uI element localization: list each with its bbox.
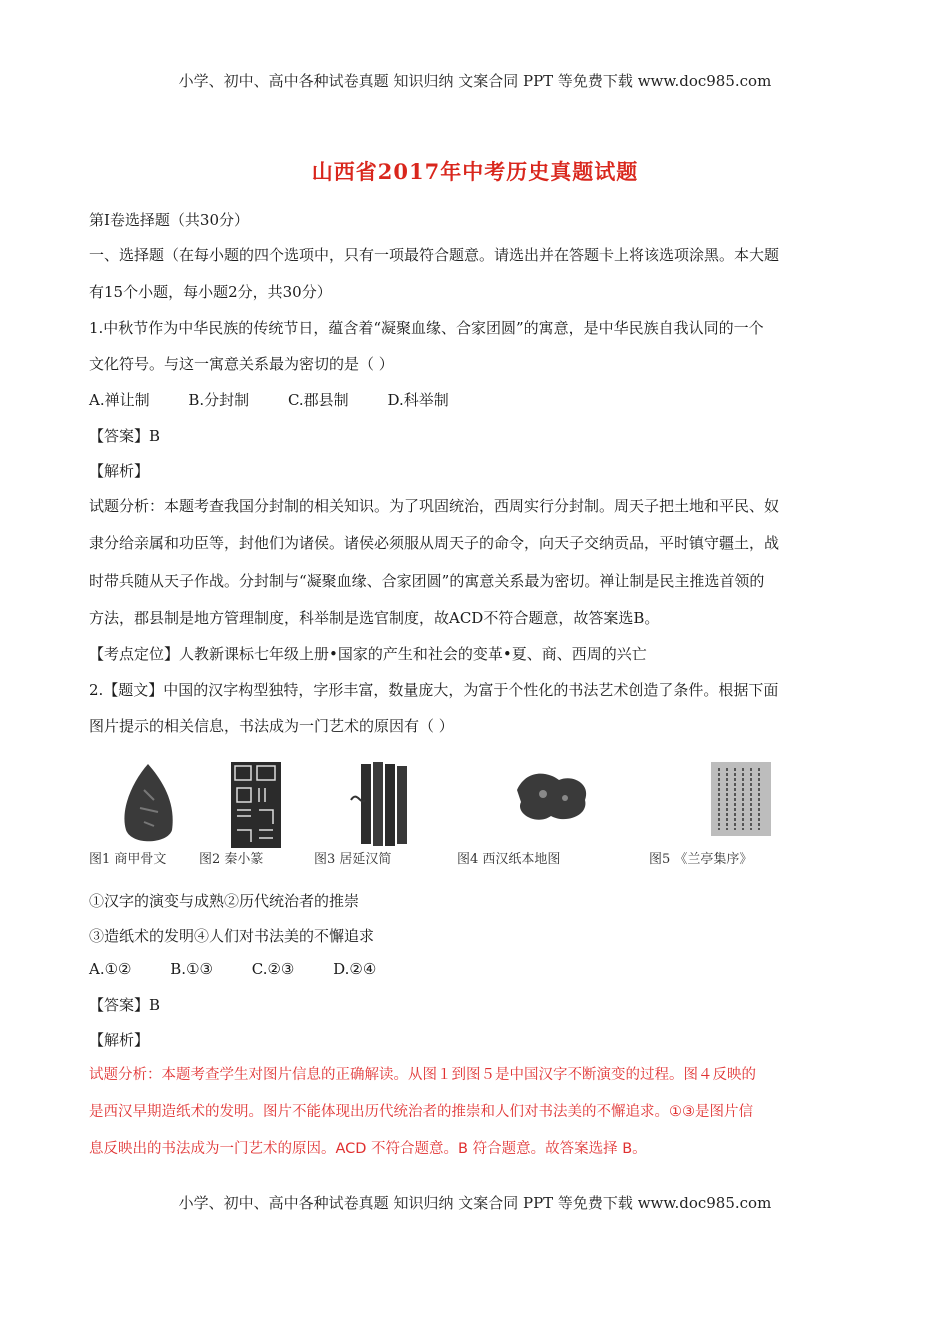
q2-option-a: A.①② — [89, 960, 132, 978]
q2-answer: 【答案】B — [89, 996, 161, 1014]
q1-stem-line-1: 1.中秋节作为中华民族的传统节日，蕴含着“凝聚血缘、合家团圆”的寓意，是中华民族自我认同的一个 — [89, 319, 764, 337]
q1-stem-line-2: 文化符号。与这一寓意关系最为密切的是（ ） — [89, 355, 394, 373]
q2-options — [89, 960, 869, 978]
figure-caption-4: 图4 西汉纸本地图 — [457, 852, 561, 867]
q2-figure-strip — [89, 760, 869, 870]
page-header: 小学、初中、高中各种试卷真题 知识归纳 文案合同 PPT 等免费下载 www.doc985.com — [178, 72, 772, 90]
q1-analysis-line-2: 隶分给亲属和功臣等，封他们为诸侯。诸侯必须服从周天子的命令，向天子交纳贡品，平时镇守疆土，战 — [89, 534, 780, 552]
seal-script-image — [229, 760, 283, 850]
section-heading: 第Ⅰ卷选择题（共30分） — [89, 211, 250, 229]
q2-items-line-2: ③造纸术的发明④人们对书法美的不懈追求 — [89, 927, 375, 945]
instructions-line-1: 一、选择题（在每小题的四个选项中，只有一项最符合题意。请选出并在答题卡上将该选项涂黑。本大题 — [89, 246, 780, 264]
figure-caption-2: 图2 秦小篆 — [199, 852, 264, 867]
figure-caption-5: 图5 《兰亭集序》 — [649, 852, 753, 867]
q2-analysis-label: 【解析】 — [89, 1031, 150, 1049]
q1-option-c: C.郡县制 — [287, 391, 349, 409]
bamboo-slips-image — [347, 760, 417, 850]
q1-analysis-line-1: 试题分析：本题考查我国分封制的相关知识。为了巩固统治，西周实行分封制。周天子把土地和平民、奴 — [89, 497, 780, 515]
page-title: 山西省2017年中考历史真题试题 — [311, 159, 639, 184]
q1-kaodian: 【考点定位】人教新课标七年级上册•国家的产生和社会的变革•夏、商、西周的兴亡 — [89, 645, 647, 663]
q1-option-b: B.分封制 — [188, 391, 250, 409]
q2-stem-line-2: 图片提示的相关信息，书法成为一门艺术的原因有（ ） — [89, 717, 454, 735]
q1-option-a: A.禅让制 — [89, 391, 150, 409]
oracle-bone-image — [114, 760, 184, 848]
lanting-xu-image — [709, 760, 773, 838]
q1-analysis-line-4: 方法，郡县制是地方管理制度，科举制是选官制度，故ACD不符合题意，故答案选B。 — [89, 609, 660, 627]
q2-analysis-line-2: 是西汉早期造纸术的发明。图片不能体现出历代统治者的推崇和人们对书法美的不懈追求。①③是图片信 — [89, 1104, 753, 1120]
q2-stem-line-1: 2.【题文】中国的汉字构型独特，字形丰富，数量庞大，为富于个性化的书法艺术创造了条件。根据下面 — [89, 681, 779, 699]
q2-option-c: C.②③ — [251, 960, 295, 978]
paper-map-image — [507, 760, 597, 830]
q2-option-d: D.②④ — [333, 960, 377, 978]
q2-items-line-1: ①汉字的演变与成熟②历代统治者的推崇 — [89, 892, 360, 910]
q1-answer: 【答案】B — [89, 427, 161, 445]
q2-analysis-line-1: 试题分析：本题考查学生对图片信息的正确解读。从图１到图５是中国汉字不断演变的过程。图４反映的 — [89, 1067, 756, 1083]
q1-option-d: D.科举制 — [387, 391, 449, 409]
q1-analysis-label: 【解析】 — [89, 462, 150, 480]
q1-options — [89, 391, 869, 409]
q1-analysis-line-3: 时带兵随从天子作战。分封制与“凝聚血缘、合家团圆”的寓意关系最为密切。禅让制是民主推选首领的 — [89, 572, 765, 590]
figure-caption-3: 图3 居延汉简 — [314, 852, 392, 867]
q2-analysis-line-3: 息反映出的书法成为一门艺术的原因。ACD 不符合题意。B 符合题意。故答案选择 B。 — [89, 1141, 647, 1157]
instructions-line-2: 有15个小题，每小题2分，共30分） — [89, 283, 332, 301]
page-footer: 小学、初中、高中各种试卷真题 知识归纳 文案合同 PPT 等免费下载 www.doc985.com — [178, 1194, 772, 1212]
figure-caption-1: 图1 商甲骨文 — [89, 852, 167, 867]
q2-option-b: B.①③ — [170, 960, 213, 978]
